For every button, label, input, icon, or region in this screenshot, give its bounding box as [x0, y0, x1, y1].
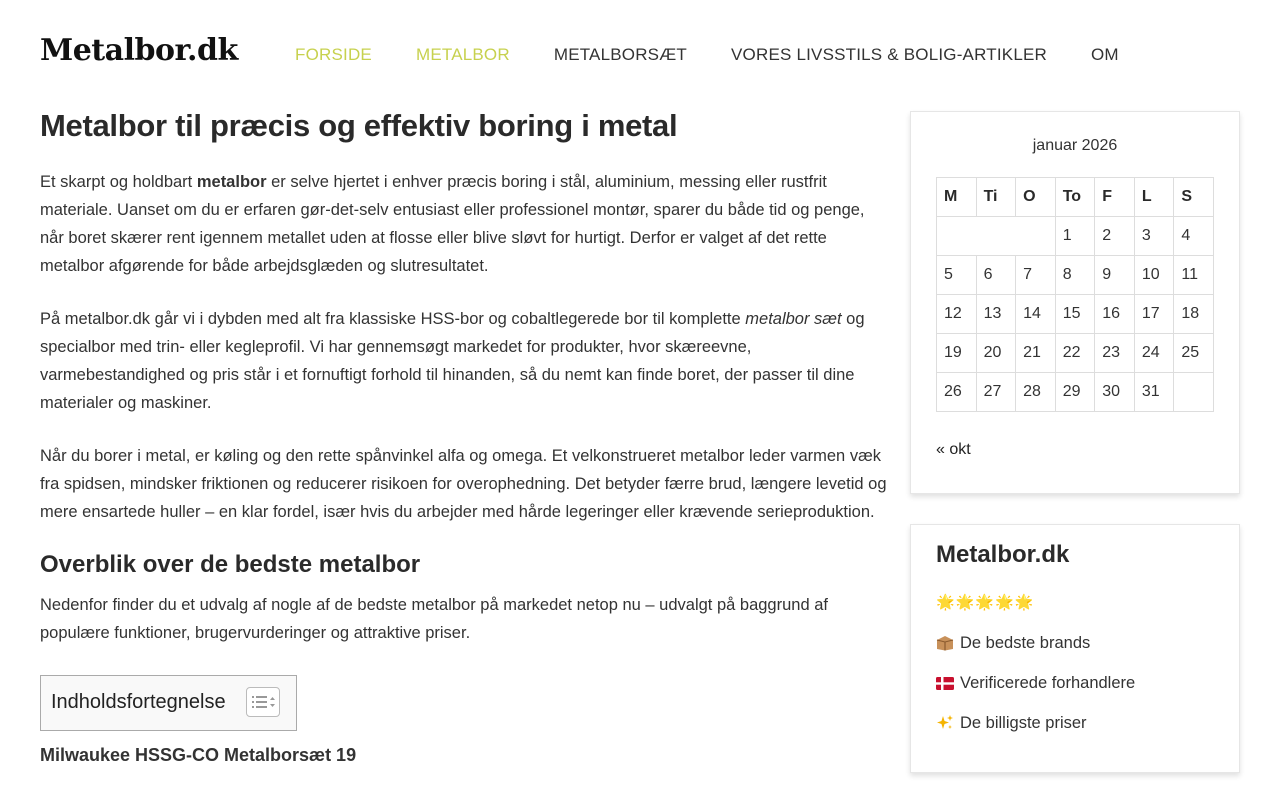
feature-label: De billigste priser [960, 713, 1087, 732]
p1-text-a: Et skarpt og holdbart [40, 173, 197, 191]
danish-flag-icon [936, 677, 960, 690]
weekday-cell: Ti [976, 178, 1016, 217]
nav-livsstil-bolig[interactable]: VORES LIVSSTILS & BOLIG-ARTIKLER [731, 45, 1047, 64]
feature-brands [936, 633, 1214, 653]
calendar-day: 1 [1055, 217, 1095, 256]
calendar-week-row [937, 295, 1214, 334]
p2-text-b: og specialbor med trin- eller kegleprofil. Vi har gennemsøgt markedet for produkter, hvor skæreevne, varmebestandighed og pris står i et fornuftigt forhold til hinanden, så du nemt kan finde boret, der passer til dine materialer og maskiner. [40, 310, 865, 412]
calendar-widget [910, 111, 1240, 494]
calendar-day: 17 [1134, 295, 1174, 334]
calendar-day: 15 [1055, 295, 1095, 334]
calendar-day: 23 [1095, 334, 1135, 373]
calendar-day: 27 [976, 373, 1016, 412]
intro-paragraph [40, 168, 890, 280]
section-heading: Overblik over de bedste metalbor [40, 551, 421, 578]
calendar-week-row [937, 334, 1214, 373]
calendar-day: 7 [1016, 256, 1056, 295]
calendar-table [936, 177, 1214, 412]
feature-label: Verificerede forhandlere [960, 673, 1136, 692]
p1-text-b: er selve hjertet i enhver præcis boring i stål, aluminium, messing eller rustfrit materiale. Uanset om du er erfaren gør-det-selv entusiast eller professionel montør, sparer du både tid og penge, når boret skærer rent igennem metallet uden at flosse eller blive sløvt for hurtigt. Derfor er valget af det rette metalbor afgørende for både arbejdsglæden og slutresultatet. [40, 173, 865, 275]
calendar-pad [937, 217, 1056, 256]
main-content [40, 108, 890, 766]
main-nav [295, 45, 1163, 65]
calendar-day: 3 [1134, 217, 1174, 256]
calendar-day: 19 [937, 334, 977, 373]
weekday-cell: S [1174, 178, 1214, 217]
rating-stars: 🌟🌟🌟🌟🌟 [936, 593, 1035, 611]
page-title: Metalbor til præcis og effektiv boring i metal [40, 108, 678, 143]
nav-metalbor[interactable]: METALBOR [415, 45, 510, 64]
sparkles-icon [936, 714, 960, 732]
site-title[interactable]: Metalbor.dk [40, 33, 238, 68]
calendar-day: 28 [1016, 373, 1056, 412]
paragraph-2 [40, 305, 890, 417]
nav-om[interactable]: OM [1091, 45, 1119, 64]
calendar-day: 10 [1134, 256, 1174, 295]
calendar-pad [1174, 373, 1214, 412]
calendar-week-row [937, 373, 1214, 412]
brand-widget-title: Metalbor.dk [936, 541, 1070, 568]
paragraph-4: Nedenfor finder du et udvalg af nogle af de bedste metalbor på markedet netop nu – udvalgt på baggrund af populære funktioner, brugervurderinger og attraktive priser. [40, 596, 828, 642]
calendar-day: 5 [937, 256, 977, 295]
calendar-day: 8 [1055, 256, 1095, 295]
brand-widget [910, 524, 1240, 773]
calendar-day: 4 [1174, 217, 1214, 256]
calendar-prev-month-link[interactable]: « okt [936, 441, 971, 458]
calendar-day: 21 [1016, 334, 1056, 373]
p2-text-a: På metalbor.dk går vi i dybden med alt fra klassiske HSS-bor og cobaltlegerede bor til komplette [40, 310, 746, 328]
weekday-cell: L [1134, 178, 1174, 217]
package-icon [936, 635, 960, 651]
calendar-week-row [937, 217, 1214, 256]
product-title[interactable]: Milwaukee HSSG-CO Metalborsæt 19 [40, 745, 357, 765]
p1-bold-keyword: metalbor [196, 173, 267, 191]
calendar-day: 14 [1016, 295, 1056, 334]
toc-title: Indholdsfortegnelse [51, 690, 226, 713]
feature-retailers [936, 673, 1214, 693]
calendar-day: 2 [1095, 217, 1135, 256]
calendar-day: 31 [1134, 373, 1174, 412]
p2-italic-keyword: metalbor sæt [745, 310, 842, 328]
calendar-day: 11 [1174, 256, 1214, 295]
paragraph-3: Når du borer i metal, er køling og den rette spånvinkel alfa og omega. Et velkonstrueret metalbor leder varmen væk fra spidsen, mindsker friktionen og reducerer risikoen for overophedning. Det betyder færre brud, længere levetid og mere ensartede huller – en klar fordel, især hvis du arbejder med hårde legeringer eller krævende serieproduktion. [40, 447, 887, 521]
weekday-cell: M [937, 178, 977, 217]
feature-label: De bedste brands [960, 633, 1091, 652]
calendar-day: 6 [976, 256, 1016, 295]
calendar-day: 9 [1095, 256, 1135, 295]
calendar-day: 20 [976, 334, 1016, 373]
nav-forside[interactable]: FORSIDE [295, 45, 372, 64]
calendar-day: 26 [937, 373, 977, 412]
calendar-week-row [937, 256, 1214, 295]
calendar-day: 22 [1055, 334, 1095, 373]
calendar-day: 29 [1055, 373, 1095, 412]
weekday-cell: O [1016, 178, 1056, 217]
calendar-day: 16 [1095, 295, 1135, 334]
calendar-day: 12 [937, 295, 977, 334]
calendar-day: 18 [1174, 295, 1214, 334]
calendar-day: 24 [1134, 334, 1174, 373]
calendar-day: 13 [976, 295, 1016, 334]
toc-toggle-button[interactable] [246, 687, 280, 717]
calendar-caption: januar 2026 [1032, 137, 1118, 154]
calendar-weekday-row [937, 178, 1214, 217]
weekday-cell: To [1055, 178, 1095, 217]
weekday-cell: F [1095, 178, 1135, 217]
list-toggle-icon [250, 694, 276, 710]
feature-prices [936, 713, 1214, 733]
calendar-day: 25 [1174, 334, 1214, 373]
nav-metalborsaet[interactable]: METALBORSÆT [553, 45, 688, 64]
table-of-contents [40, 675, 297, 731]
calendar-day: 30 [1095, 373, 1135, 412]
